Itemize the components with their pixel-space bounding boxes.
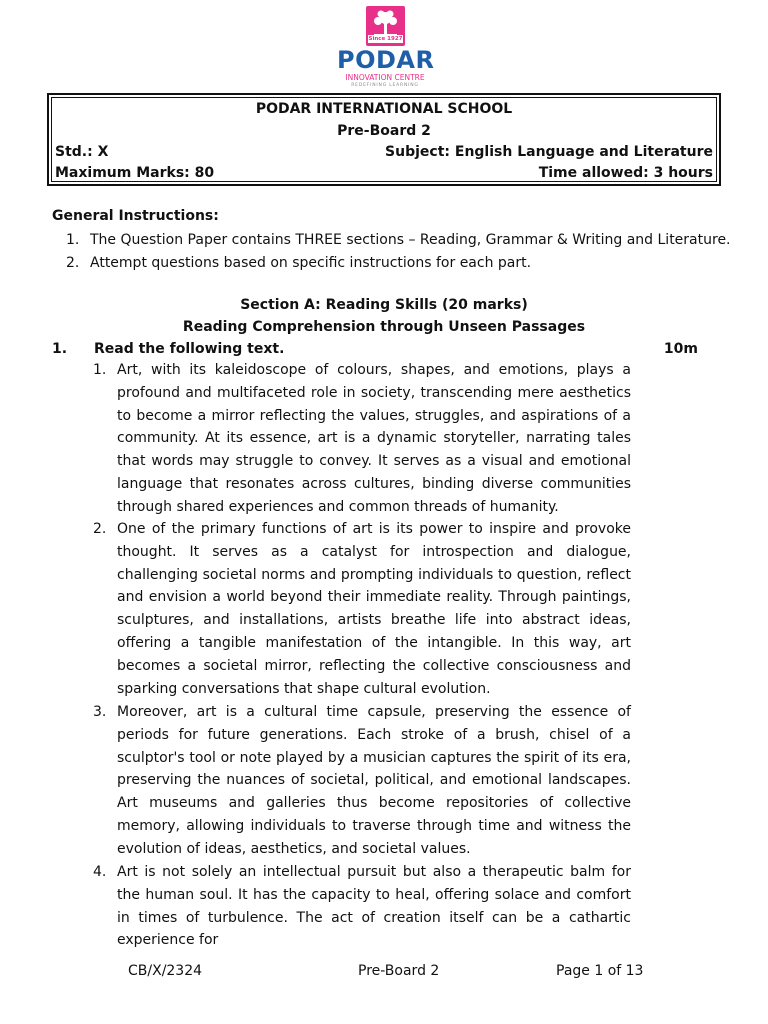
question-number: 1. (52, 341, 68, 357)
instruction-item (66, 254, 531, 272)
subject: Subject: English Language and Literature (385, 144, 713, 160)
exam-name: Pre-Board 2 (337, 123, 431, 139)
exam-header-box (47, 93, 721, 186)
instruction-number: 2. (66, 255, 80, 271)
exam-header-inner (51, 97, 717, 182)
tree-logo-icon (366, 6, 405, 46)
paragraph-text: Art, with its kaleidoscope of colours, shapes, and emotions, plays a profound and multifaceted role in society, transcending mere aesthetics to become a mirror reflecting the values, struggles, and aspirations of a community. At its essence, art is a dynamic storyteller, narrating tales that words may struggle to convey. It serves as a visual and emotional language that resonates across cultures, binding diverse communities through shared experiences and common threads of humanity. (117, 362, 631, 515)
paragraph-number: 2. (93, 521, 107, 537)
paragraph-text: Art is not solely an intellectual pursuit but also a therapeutic balm for the human soul. It has the capacity to heal, offering solace and comfort in times of turbulence. The act of creation itself can be a cathartic experience for (117, 864, 631, 949)
question-marks: 10m (663, 341, 698, 357)
instruction-item (66, 231, 731, 249)
school-logo (337, 6, 433, 92)
passage-paragraph (93, 701, 631, 861)
logo-since-text: Since 1927 (368, 36, 403, 42)
question-text: Read the following text. (94, 341, 285, 357)
footer-paper-code: CB/X/2324 (128, 963, 203, 979)
footer-exam-name: Pre-Board 2 (358, 963, 440, 979)
section-subtitle: Reading Comprehension through Unseen Passages (182, 319, 586, 335)
passage-paragraph (93, 861, 631, 952)
time-allowed: Time allowed: 3 hours (538, 165, 713, 181)
paragraph-text: Moreover, art is a cultural time capsule, preserving the essence of periods for future generations. Each stroke of a brush, chisel of a sculptor's tool or note played by a musician captures the spirit of its era, preserving the nuances of societal, political, and emotional landscapes. Art museums and galleries thus become repositories of collective memory, allowing individuals to traverse through time and witness the evolution of ideas, aesthetics, and societal values. (117, 704, 631, 857)
paragraph-text: One of the primary functions of art is its power to inspire and provoke thought. It serves as a catalyst for introspection and dialogue, challenging societal norms and prompting individuals to question, reflect and envision a world beyond their immediate reality. Through paintings, sculptures, and installations, artists breathe life into abstract ideas, offering a tangible manifestation of the intangible. In this way, art becomes a societal mirror, reflecting the collective consciousness and sparking conversations that shape cultural evolution. (117, 521, 631, 697)
section-title: Section A: Reading Skills (20 marks) (240, 297, 528, 313)
passage-paragraph (93, 518, 631, 700)
logo-tagline: REDEFINING LEARNING (351, 83, 419, 88)
logo-subtitle: INNOVATION CENTRE (345, 73, 425, 82)
passage-paragraph (93, 359, 631, 519)
logo-name: PODAR (337, 46, 435, 74)
paragraph-number: 4. (93, 864, 107, 880)
school-name: PODAR INTERNATIONAL SCHOOL (255, 101, 513, 117)
instruction-number: 1. (66, 232, 80, 248)
paragraph-number: 3. (93, 704, 107, 720)
standard: Std.: X (55, 144, 109, 160)
instruction-text: The Question Paper contains THREE sections – Reading, Grammar & Writing and Literature. (90, 232, 731, 248)
instruction-text: Attempt questions based on specific instructions for each part. (90, 255, 532, 271)
question-heading (52, 340, 698, 358)
paragraph-number: 1. (93, 362, 107, 378)
maximum-marks: Maximum Marks: 80 (55, 165, 215, 181)
footer-page-number: Page 1 of 13 (556, 963, 644, 979)
instructions-title: General Instructions: (52, 208, 219, 224)
